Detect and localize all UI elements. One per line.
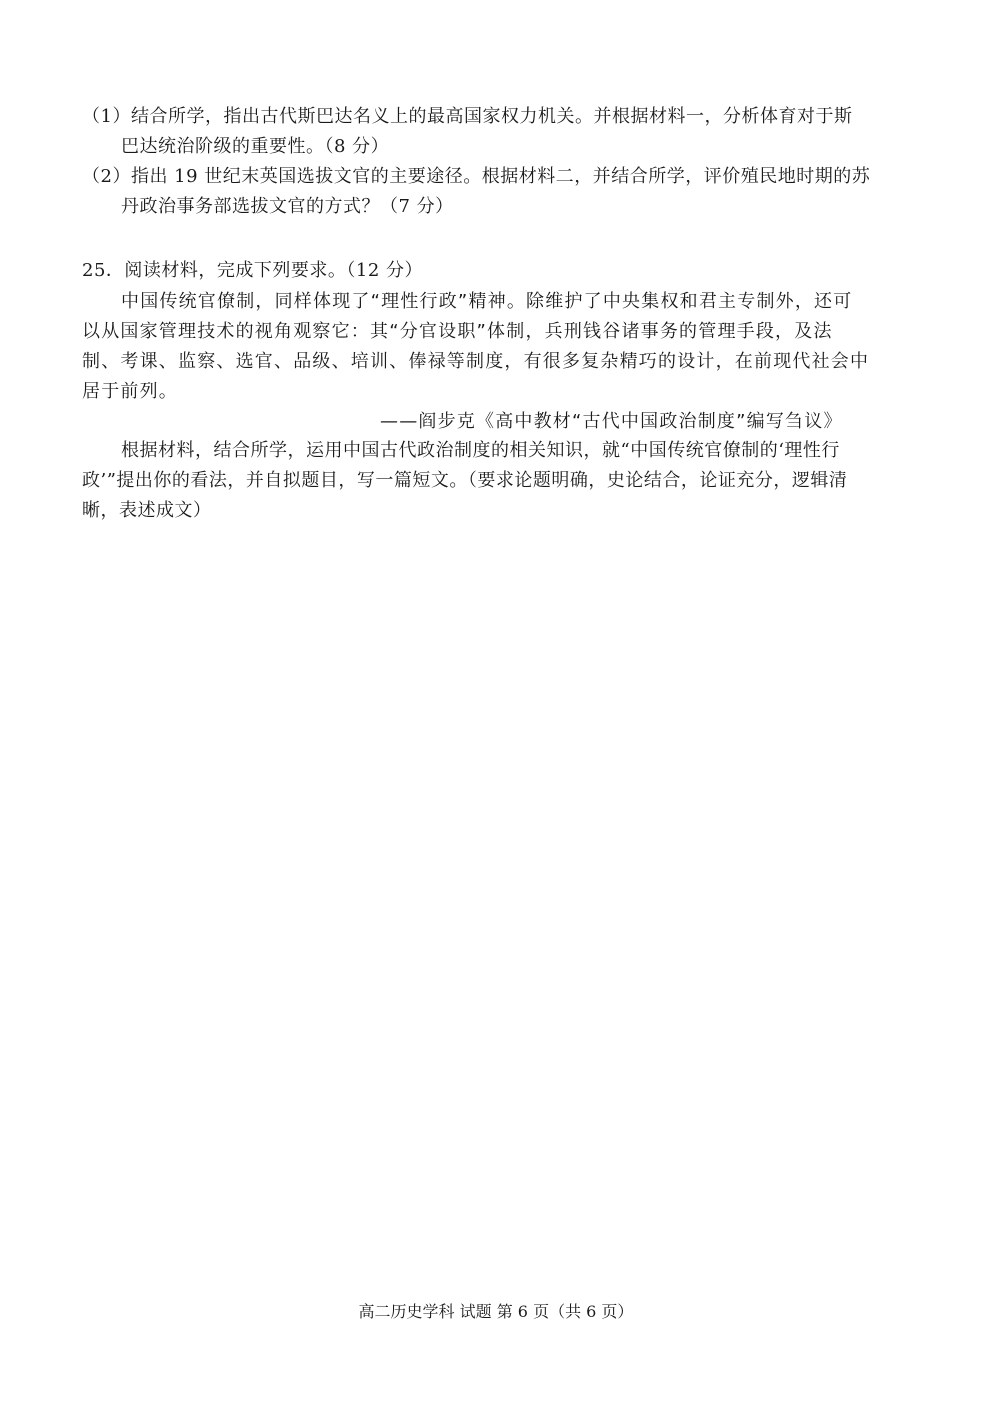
q25-material-line4: 居于前列。	[82, 381, 178, 402]
q24-part2-line1: （2）指出 19 世纪末英国选拔文官的主要途径。根据材料二，并结合所学，评价殖民地时期的苏	[82, 166, 871, 187]
q24-part1-line1: （1）结合所学，指出古代斯巴达名义上的最高国家权力机关。并根据材料一，分析体育对于斯	[82, 106, 853, 127]
q25-material-line1: 中国传统官僚制，同样体现了“理性行政”精神。除维护了中央集权和君主专制外，还可	[121, 291, 853, 312]
q25-prompt-line3: 晰，表述成文）	[82, 500, 212, 521]
page-footer: 高二历史学科 试题 第 6 页（共 6 页）	[358, 1302, 634, 1321]
q25-material-line3: 制、考课、监察、选官、品级、培训、俸禄等制度，有很多复杂精巧的设计，在前现代社会中	[82, 351, 870, 372]
q25-prompt-line2: 政’”提出你的看法，并自拟题目，写一篇短文。（要求论题明确，史论结合，论证充分，逻辑清	[82, 470, 848, 491]
q25-prompt-line1: 根据材料，结合所学，运用中国古代政治制度的相关知识，就“中国传统官僚制的‘理性行	[121, 440, 840, 461]
q25-source: ——阎步克《高中教材“古代中国政治制度”编写刍议》	[380, 411, 843, 432]
q24-part2-line2: 丹政治事务部选拔文官的方式？（7 分）	[121, 196, 454, 217]
q25-heading: 25．阅读材料，完成下列要求。（12 分）	[82, 260, 424, 281]
q25-material-line2: 以从国家管理技术的视角观察它：其“分官设职”体制，兵刑钱谷诸事务的管理手段，及法	[82, 321, 833, 342]
q24-part1-line2: 巴达统治阶级的重要性。（8 分）	[121, 136, 390, 157]
